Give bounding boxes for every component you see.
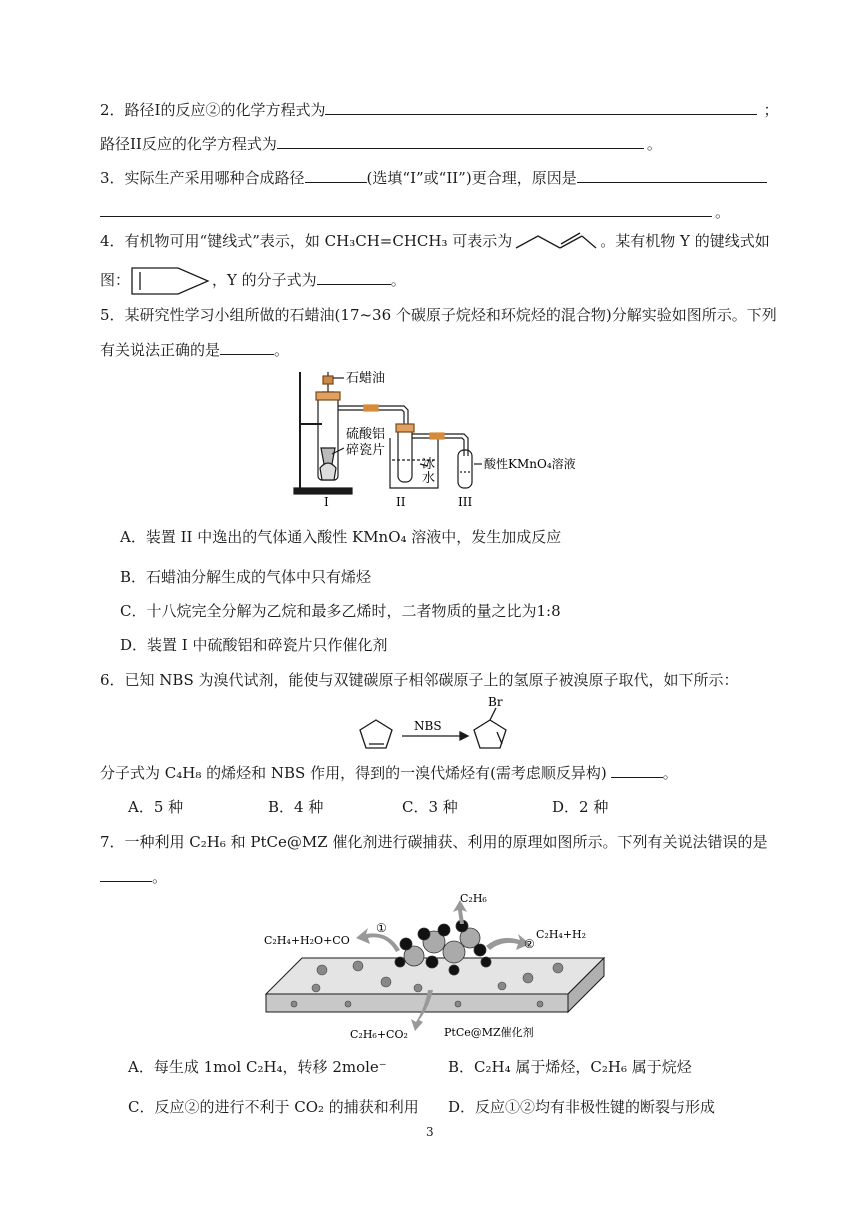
q7-option-d[interactable]: D．反应①②均有非极性键的断裂与形成 — [448, 1098, 716, 1116]
q5-option-b[interactable]: B．石蜡油分解生成的气体中只有烯烃 — [120, 568, 372, 586]
label-c2h6-top: C₂H₆ — [460, 892, 487, 905]
q4-line1-b: 。某有机物 Y 的键线式如 — [600, 232, 770, 250]
page-number: 3 — [426, 1125, 434, 1139]
q5-option-c[interactable]: C．十八烷完全分解为乙烷和最多乙烯时，二者物质的量之比为1:8 — [120, 602, 561, 620]
paraffin-cracking-apparatus — [288, 368, 598, 508]
label-catalyst-1: 硫酸铝 — [346, 427, 386, 442]
answer-blank[interactable] — [305, 168, 367, 183]
label-apparatus-II: II — [396, 495, 406, 508]
q5-option-a[interactable]: A．装置 II 中逸出的气体通入酸性 KMnO₄ 溶液中，发生加成反应 — [120, 528, 562, 546]
label-water: 水 — [422, 471, 436, 486]
answer-blank[interactable] — [277, 134, 644, 149]
q5-line2-text: 有关说法正确的是 — [100, 341, 221, 359]
label-catalyst-2: 碎瓷片 — [346, 443, 386, 458]
q6-option-a[interactable]: A．5 种 — [128, 798, 184, 816]
q4-line2-b: ，Y 的分子式为 — [212, 271, 317, 289]
q7-line1: 7．一种利用 C₂H₆ 和 PtCe@MZ 催化剂进行碳捕获、利用的原理如图所示。下列有关说法错误的是 — [100, 833, 768, 851]
q6-option-b[interactable]: B．4 种 — [268, 798, 324, 816]
q3-line1 — [100, 168, 767, 188]
product-label-br: Br — [488, 695, 503, 709]
answer-blank[interactable] — [611, 763, 663, 778]
q5-option-d[interactable]: D．装置 I 中硫酸铝和碎瓷片只作催化剂 — [120, 636, 388, 654]
answer-blank[interactable] — [577, 168, 767, 183]
answer-blank[interactable] — [220, 340, 274, 355]
q2-line1 — [100, 100, 779, 120]
q7-option-a[interactable]: A．每生成 1mol C₂H₄，转移 2mole⁻ — [128, 1058, 387, 1076]
q4-line2-end: 。 — [390, 271, 406, 289]
label-step1: ① — [376, 921, 387, 935]
q2-line2 — [100, 134, 662, 154]
label-products-2: C₂H₄+H₂ — [536, 928, 587, 941]
catalyst-slab-front — [266, 994, 568, 1012]
q6-line2-text: 分子式为 C₄H₈ 的烯烃和 NBS 作用，得到的一溴代烯烃有(需考虑顺反异构) — [100, 764, 607, 782]
arrow-label-nbs: NBS — [414, 719, 442, 733]
catalyst-carbon-capture-diagram — [258, 886, 618, 1046]
q7-option-b[interactable]: B．C₂H₄ 属于烯烃，C₂H₆ 属于烷烃 — [448, 1058, 692, 1076]
label-apparatus-III: III — [458, 495, 473, 508]
label-reactants: C₂H₆+CO₂ — [350, 1028, 408, 1041]
label-apparatus-I: I — [324, 495, 329, 508]
q6-option-c[interactable]: C．3 种 — [402, 798, 458, 816]
answer-blank[interactable] — [325, 100, 757, 115]
label-step2: ② — [524, 937, 535, 951]
q3-line2-end: 。 — [715, 203, 731, 221]
label-kmno4: 酸性KMnO₄溶液 — [484, 457, 576, 471]
q7-line2 — [100, 867, 167, 887]
label-paraffin: 石蜡油 — [346, 371, 386, 386]
q6-line2-end: 。 — [662, 764, 678, 782]
q2-line1-text: 2．路径I的反应②的化学方程式为 — [100, 101, 326, 119]
q6-line2 — [100, 763, 678, 783]
q2-line2-text: 路径II反应的化学方程式为 — [100, 135, 277, 153]
label-catalyst: PtCe@MZ催化剂 — [444, 1026, 534, 1039]
q3-line1-text: 3．实际生产采用哪种合成路径 — [100, 169, 305, 187]
compound-y-skeletal-icon — [130, 266, 212, 296]
label-ice: 冰 — [422, 457, 436, 472]
q4-line1-a: 4．有机物可用“键线式”表示，如 CH₃CH=CHCH₃ 可表示为 — [100, 232, 513, 250]
butene-skeletal-icon — [514, 232, 598, 252]
q2-line2-end: 。 — [646, 135, 662, 153]
q4-line2 — [100, 266, 406, 296]
answer-blank[interactable] — [100, 202, 712, 217]
q4-line1 — [100, 231, 770, 252]
q5-line1: 5．某研究性学习小组所做的石蜡油(17~36 个碳原子烷烃和环烷烃的混合物)分解实验如图所示。下列 — [100, 306, 777, 324]
q3-line2 — [100, 202, 730, 222]
q3-line1-mid: (选填“I”或“II”)更合理，原因是 — [366, 169, 577, 187]
q5-line2 — [100, 340, 289, 360]
q6-line1: 6．已知 NBS 为溴代试剂，能使与双键碳原子相邻碳原子上的氢原子被溴原子取代，如下所示： — [100, 671, 739, 689]
answer-blank[interactable] — [317, 270, 391, 285]
q6-option-d[interactable]: D．2 种 — [552, 798, 609, 816]
q7-line2-end: 。 — [152, 868, 168, 886]
q2-line1-end: ； — [763, 101, 779, 119]
q5-line2-end: 。 — [274, 341, 290, 359]
label-products-1: C₂H₄+H₂O+CO — [264, 934, 350, 947]
stand-base — [294, 488, 352, 494]
q4-line2-a: 图： — [100, 271, 131, 289]
bromocyclopentene-product-icon — [474, 720, 506, 748]
q7-option-c[interactable]: C．反应②的进行不利于 CO₂ 的捕获和利用 — [128, 1098, 419, 1116]
answer-blank[interactable] — [100, 867, 152, 882]
nbs-reaction-scheme — [356, 692, 526, 756]
